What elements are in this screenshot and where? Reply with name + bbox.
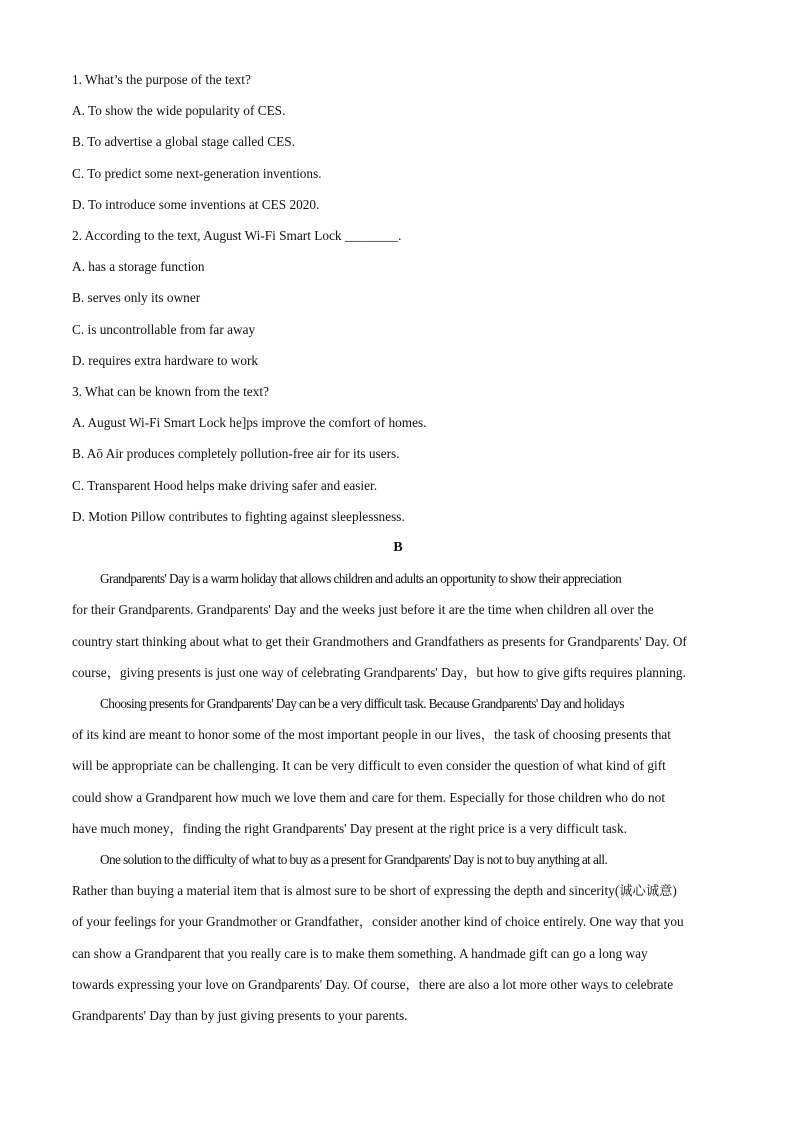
question-2-option-a: A. has a storage function bbox=[72, 259, 205, 275]
paragraph-line: of its kind are meant to honor some of the most important people in our lives，the task of choosing presents that bbox=[72, 727, 671, 743]
paragraph-3 bbox=[72, 844, 724, 1031]
question-1-option-d: D. To introduce some inventions at CES 2020. bbox=[72, 196, 320, 212]
section-b-title: B bbox=[393, 540, 403, 556]
paragraph-2 bbox=[72, 688, 724, 844]
question-1-option-b: B. To advertise a global stage called CES. bbox=[72, 134, 295, 150]
question-1-stem: 1. What’s the purpose of the text? bbox=[72, 72, 251, 87]
question-2-option-c: C. is uncontrollable from far away bbox=[72, 321, 256, 337]
paragraph-line: have much money，finding the right Grandparents' Day present at the right price is a very difficult task. bbox=[72, 820, 627, 836]
paragraph-line: towards expressing your love on Grandparents' Day. Of course，there are also a lot more other ways to celebrate bbox=[72, 976, 674, 992]
paragraph-line: Choosing presents for Grandparents' Day can be a very difficult task. Because Grandparents' Day and holidays bbox=[100, 696, 624, 712]
question-3-option-a: A. August Wi-Fi Smart Lock he]ps improve the comfort of homes. bbox=[72, 415, 427, 431]
question-2-option-d: D. requires extra hardware to work bbox=[72, 352, 259, 368]
paragraph-line: course，giving presents is just one way of celebrating Grandparents' Day，but how to give gifts requires planning. bbox=[72, 664, 686, 680]
paragraph-line: Grandparents' Day is a warm holiday that allows children and adults an opportunity to show their appreciation bbox=[100, 571, 622, 587]
paragraph-line: could show a Grandparent how much we love them and care for them. Especially for those children who do not bbox=[72, 789, 666, 805]
question-1-option-c: C. To predict some next-generation inventions. bbox=[72, 165, 322, 181]
question-2-stem: 2. According to the text, August Wi-Fi Smart Lock ________. bbox=[72, 228, 402, 244]
paragraph-line: of your feelings for your Grandmother or Grandfather，consider another kind of choice entirely. One way that you bbox=[72, 914, 684, 930]
paragraph-line: country start thinking about what to get their Grandmothers and Grandfathers as presents for Grandparents' Day. Of bbox=[72, 633, 687, 649]
question-1-option-a: A. To show the wide popularity of CES. bbox=[72, 103, 286, 119]
paragraph-line: Grandparents' Day than by just giving presents to your parents. bbox=[72, 1008, 408, 1024]
paragraph-line: Rather than buying a material item that is almost sure to be short of expressing the depth and sincerity(诚心诚意) bbox=[72, 883, 677, 899]
question-3-option-c: C. Transparent Hood helps make driving safer and easier. bbox=[72, 477, 378, 493]
question-3-stem: 3. What can be known from the text? bbox=[72, 384, 269, 400]
paragraph-line: One solution to the difficulty of what to buy as a present for Grandparents' Day is not to buy anything at all. bbox=[100, 852, 608, 868]
question-3-option-b: B. Aō Air produces completely pollution-free air for its users. bbox=[72, 446, 400, 462]
question-2-option-b: B. serves only its owner bbox=[72, 290, 201, 306]
question-3-option-d: D. Motion Pillow contributes to fighting against sleeplessness. bbox=[72, 508, 405, 524]
paragraph-line: for their Grandparents. Grandparents' Day and the weeks just before it are the time when children all over the bbox=[72, 602, 654, 618]
document-page bbox=[72, 64, 724, 1031]
paragraph-line: will be appropriate can be challenging. It can be very difficult to even consider the question of what kind of gift bbox=[72, 758, 666, 774]
paragraph-line: can show a Grandparent that you really care is to make them something. A handmade gift can go a long way bbox=[72, 945, 648, 961]
paragraph-1 bbox=[72, 563, 724, 688]
